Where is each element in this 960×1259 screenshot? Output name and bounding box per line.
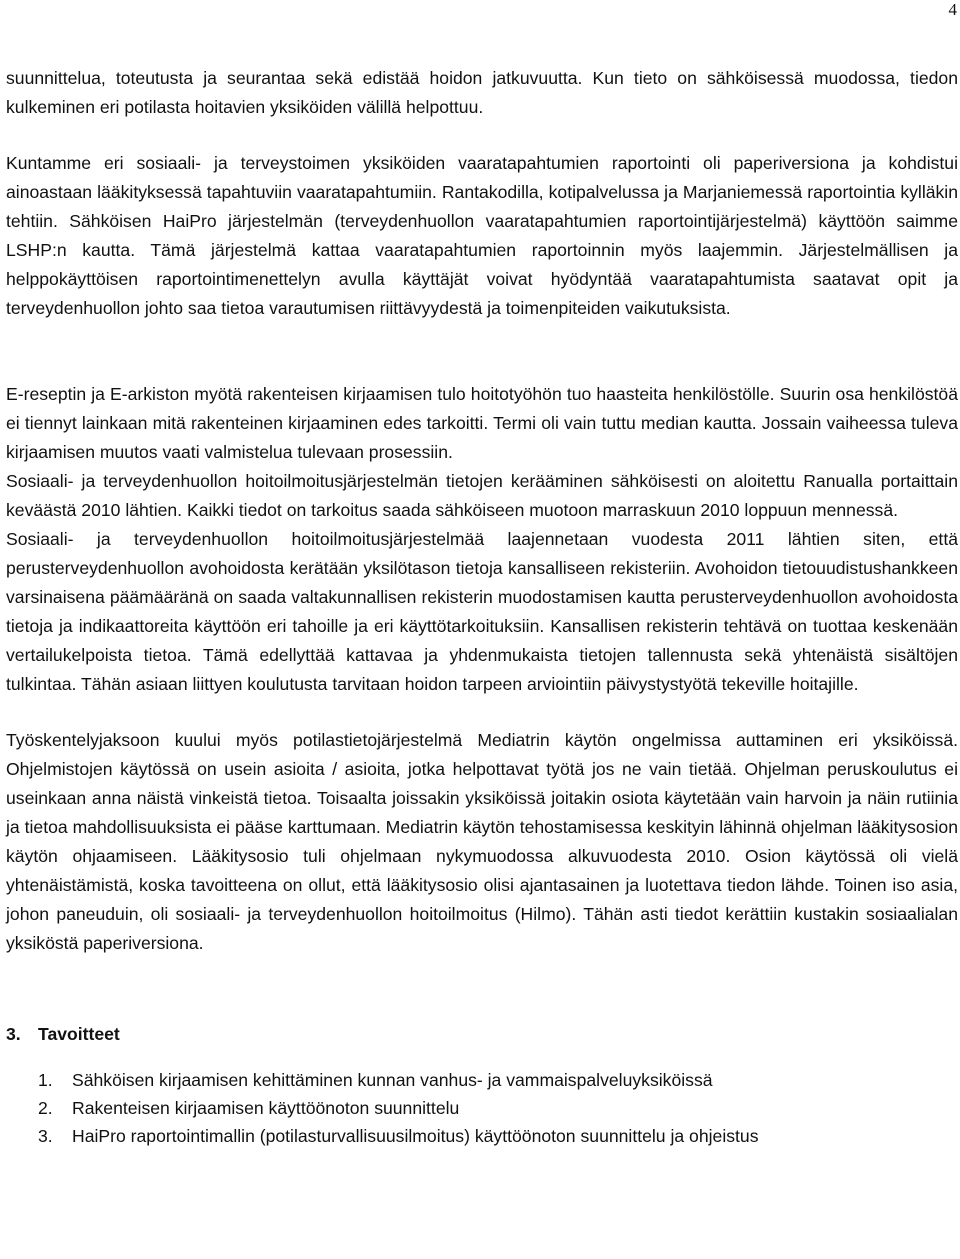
section-number: 3. xyxy=(6,1024,21,1044)
list-item-index: 3. xyxy=(38,1126,53,1146)
list-item xyxy=(6,1066,958,1094)
list-item xyxy=(6,1094,958,1122)
list-item-index: 2. xyxy=(38,1098,53,1118)
list-item-text: HaiPro raportointimallin (potilasturvallisuusilmoitus) käyttöönoton suunnittelu ja ohjeistus xyxy=(72,1126,759,1146)
paragraph-3: E-reseptin ja E-arkiston myötä rakenteisen kirjaamisen tulo hoitotyöhön tuo haasteita henkilöstölle. Suurin osa henkilöstöä ei tiennyt lainkaan mitä rakenteinen kirjaaminen edes tarkoitti. Termi oli vain tuttu median kautta. Jossain vaiheessa tuleva kirjaamisen muutos vaati valmistelua tulevaan prosessiin. xyxy=(6,384,958,462)
list-item-index: 1. xyxy=(38,1070,53,1090)
list-item xyxy=(6,1122,958,1150)
paragraph-2: Kuntamme eri sosiaali- ja terveystoimen yksiköiden vaaratapahtumien raportointi oli paperiversiona ja kohdistui ainoastaan lääkityksessä tapahtuviin vaaratapahtumiin. Rantakodilla, kotipalvelussa ja Marjaniemessä raportointia kylläkin tehtiin. Sähköisen HaiPro järjestelmän (terveydenhuollon vaaratapahtumien raportointijärjestelmä) käyttöön saimme LSHP:n kautta. Tämä järjestelmä kattaa vaaratapahtumien raportoinnin myös laajemmin. Järjestelmällisen ja helppokäyttöisen raportointimenettelyn avulla käyttäjät voivat hyödyntää vaaratapahtumista saatavat opit ja terveydenhuollon johto saa tietoa varautumisen riittävyydestä ja toimenpiteiden vaikutuksista. xyxy=(6,153,958,318)
list-item-text: Sähköisen kirjaamisen kehittäminen kunnan vanhus- ja vammaispalveluyksiköissä xyxy=(72,1070,713,1090)
paragraph-1: suunnittelua, toteutusta ja seurantaa sekä edistää hoidon jatkuvuutta. Kun tieto on sähköisessä muodossa, tiedon kulkeminen eri potilasta hoitavien yksiköiden välillä helpottuu. xyxy=(6,68,958,117)
paragraph-5: Sosiaali- ja terveydenhuollon hoitoilmoitusjärjestelmää laajennetaan vuodesta 2011 lähtien siten, että perusterveydenhuollon avohoidosta kerätään yksilötason tietoja kansalliseen rekisteriin. Avohoidon tietouudistushankkeen varsinaisena päämääränä on saada valtakunnallisen rekisterin muodostamisen kautta perusterveydenhuollon avohoidosta tietoja ja indikaattoreita käyttöön eri tahoille ja eri käyttötarkoituksiin. Kansallisen rekisterin tehtävä on tuottaa keskenään vertailukelpoista tietoa. Tämä edellyttää kattavaa ja yhdenmukaista tietojen tallennusta sekä yhtenäistä sisältöjen tulkintaa. Tähän asiaan liittyen koulutusta tarvitaan hoidon tarpeen arviointiin päivystystyötä tekeville hoitajille. xyxy=(6,529,958,694)
list-item-text: Rakenteisen kirjaamisen käyttöönoton suunnittelu xyxy=(72,1098,460,1118)
section-heading xyxy=(6,1020,958,1049)
paragraph-6: Työskentelyjaksoon kuului myös potilastietojärjestelmä Mediatrin käytön ongelmissa auttaminen eri yksiköissä. Ohjelmistojen käytössä on usein asioita / asioita, jotka helpottavat työtä jos ne vain tietää. Ohjelman peruskoulutus ei useinkaan anna näistä vinkeistä tietoa. Toisaalta joissakin yksiköissä joitakin osiota käytetään vain harvoin ja näin rutiinia ja tietoa mahdollisuuksista ei pääse karttumaan. Mediatrin käytön tehostamisessa keskityin lähinnä ohjelman lääkitysosion käytön ohjaamiseen. Lääkitysosio tuli ohjelmaan nykymuodossa alkuvuodesta 2010. Osion käytössä oli vielä yhtenäistämistä, koska tavoitteena on ollut, että lääkitysosio olisi ajantasainen ja luotettava tiedon lähde. Toinen iso asia, johon paneuduin, oli sosiaali- ja terveydenhuollon hoitoilmoitus (Hilmo). Tähän asti tiedot kerättiin kustakin sosiaalialan yksiköstä paperiversiona. xyxy=(6,730,958,953)
paragraph-4: Sosiaali- ja terveydenhuollon hoitoilmoitusjärjestelmän tietojen kerääminen sähköisesti on aloitettu Ranualla portaittain keväästä 2010 lähtien. Kaikki tiedot on tarkoitus saada sähköiseen muotoon marraskuun 2010 loppuun mennessä. xyxy=(6,471,958,520)
section-title: Tavoitteet xyxy=(38,1024,120,1044)
goals-list xyxy=(6,1066,958,1150)
page-number: 4 xyxy=(948,0,957,19)
body-text xyxy=(6,64,958,1150)
